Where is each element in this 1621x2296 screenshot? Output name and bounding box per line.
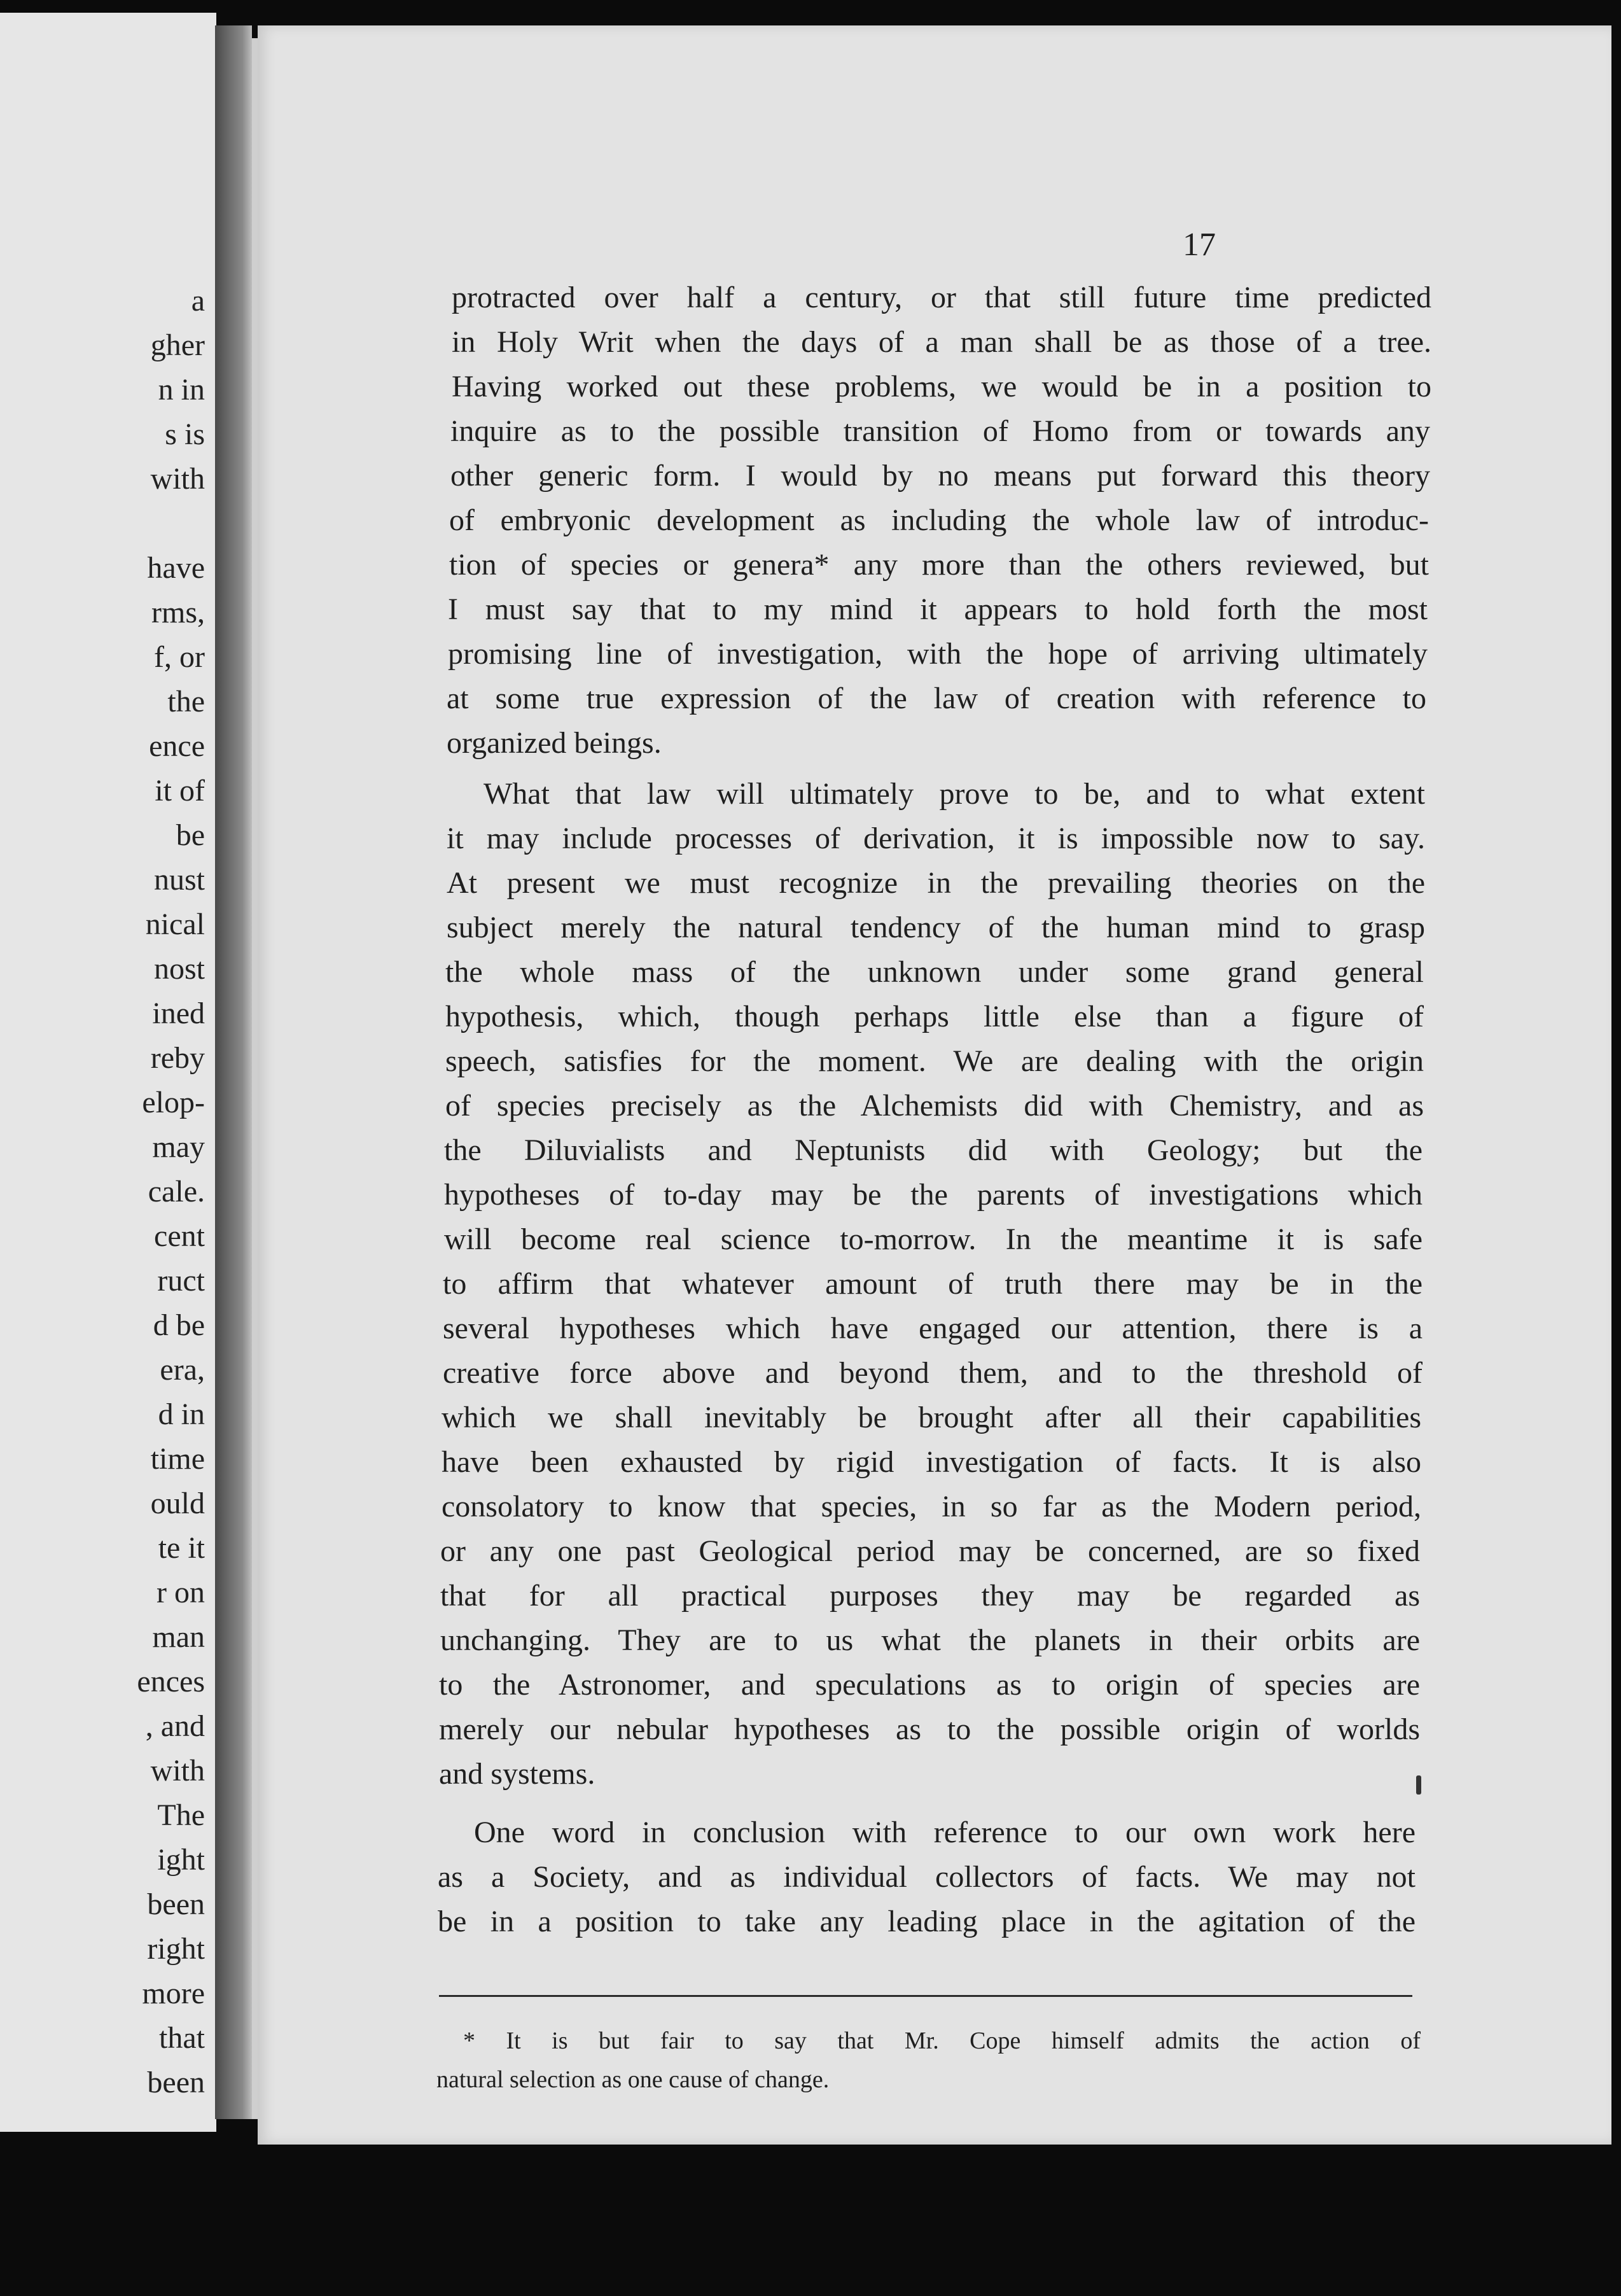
text-line: of species precisely as the Alchemists did with Chemistry, and as <box>445 1089 1424 1123</box>
page-number: 17 <box>1183 227 1216 263</box>
text-line: to affirm that whatever amount of truth there may be in the <box>443 1267 1423 1301</box>
text-line: consolatory to know that species, in so far as the Modern period, <box>442 1490 1421 1523</box>
text-line: have been exhausted by rigid investigation of facts. It is also <box>442 1445 1421 1479</box>
text-line: of embryonic development as including the whole law of introduc- <box>449 503 1429 537</box>
left-page-fragment: been <box>147 1887 205 1921</box>
left-page-fragment: s is <box>165 417 205 451</box>
text-line: speech, satisfies for the moment. We are dealing with the origin <box>445 1044 1424 1078</box>
text-line: One word in conclusion with reference to our own work here <box>474 1816 1416 1849</box>
left-page-fragment: , and <box>145 1709 205 1743</box>
left-page-fragment: gher <box>150 328 205 362</box>
left-page-fragment: ined <box>152 997 205 1030</box>
left-page-fragment: ence <box>149 729 205 763</box>
text-line: organized beings. <box>447 726 662 760</box>
left-page-fragment: the <box>167 685 205 718</box>
left-page-fragment: cent <box>154 1219 205 1253</box>
left-page-fragment: te it <box>158 1531 205 1565</box>
left-page-fragment: be <box>176 818 205 852</box>
left-page-fragment: right <box>147 1932 205 1966</box>
left-page-fragment: elop- <box>142 1086 205 1119</box>
text-line: hypothesis, which, though perhaps little else than a figure of <box>445 1000 1424 1033</box>
text-line: in Holy Writ when the days of a man shall be as those of a tree. <box>452 325 1431 359</box>
text-line: and systems. <box>439 1757 595 1791</box>
text-line: hypotheses of to-day may be the parents of investigations which <box>444 1178 1423 1212</box>
left-page-fragment: The <box>157 1798 205 1832</box>
text-line: several hypotheses which have engaged our attention, there is a <box>443 1312 1423 1345</box>
previous-page <box>0 13 216 2132</box>
left-page-fragment: nost <box>153 952 205 986</box>
left-page-fragment: r on <box>157 1576 205 1609</box>
text-line: that for all practical purposes they may be regarded as <box>440 1579 1420 1613</box>
left-page-fragment: it of <box>155 774 205 808</box>
text-line: the Diluvialists and Neptunists did with Geology; but the <box>444 1133 1423 1167</box>
text-line: it may include processes of derivation, it is impossible now to say. <box>447 822 1425 855</box>
left-page-fragment: ruct <box>157 1264 205 1298</box>
text-line: which we shall inevitably be brought after all their capabilities <box>442 1401 1421 1434</box>
left-page-fragment: d in <box>158 1397 205 1431</box>
left-page-fragment: with <box>150 1754 205 1788</box>
left-page-fragment: reby <box>150 1041 205 1075</box>
text-line: subject merely the natural tendency of the human mind to grasp <box>447 911 1425 944</box>
text-line: I must say that to my mind it appears to hold forth the most <box>448 592 1428 626</box>
text-line: Having worked out these problems, we would be in a position to <box>452 370 1431 403</box>
text-line: creative force above and beyond them, and to the threshold of <box>443 1356 1423 1390</box>
text-line: What that law will ultimately prove to be, and to what extent <box>484 777 1425 811</box>
text-line: unchanging. They are to us what the planets in their orbits are <box>440 1623 1420 1657</box>
text-line: merely our nebular hypotheses as to the possible origin of worlds <box>439 1712 1420 1746</box>
left-page-fragment: n in <box>158 373 205 407</box>
text-line: At present we must recognize in the prevailing theories on the <box>447 866 1425 900</box>
left-page-fragment: have <box>147 551 205 585</box>
text-line: at some true expression of the law of creation with reference to <box>447 682 1426 715</box>
text-line: to the Astronomer, and speculations as to origin of species are <box>439 1668 1420 1702</box>
text-line: promising line of investigation, with the hope of arriving ultimately <box>448 637 1428 671</box>
left-page-fragment: been <box>147 2066 205 2099</box>
text-line: other generic form. I would by no means put forward this theory <box>450 459 1430 493</box>
left-page-fragment: a <box>191 284 205 318</box>
left-page-fragment: ight <box>157 1843 205 1877</box>
left-page-fragment: ences <box>137 1665 205 1698</box>
left-page-fragment: time <box>150 1442 205 1476</box>
left-page-fragment: era, <box>160 1353 205 1387</box>
text-line: be in a position to take any leading place in the agitation of the <box>438 1905 1416 1938</box>
left-page-fragment: f, or <box>154 640 205 674</box>
page-gutter-shadow <box>215 25 252 2119</box>
text-line: the whole mass of the unknown under some grand general <box>445 955 1424 989</box>
text-line: inquire as to the possible transition of Homo from or towards any <box>450 414 1430 448</box>
text-line: tion of species or genera* any more than the others reviewed, but <box>449 548 1429 582</box>
text-line: protracted over half a century, or that still future time predicted <box>452 281 1431 314</box>
left-page-fragment: rms, <box>151 596 205 629</box>
left-page-fragment: nust <box>153 863 205 897</box>
text-line: will become real science to-morrow. In the meantime it is safe <box>444 1222 1423 1256</box>
left-page-fragment: that <box>159 2021 205 2055</box>
footnote-line: natural selection as one cause of change. <box>436 2066 830 2093</box>
footnote-line: * It is but fair to say that Mr. Cope himself admits the action of <box>463 2027 1421 2054</box>
left-page-fragment: d be <box>153 1308 205 1342</box>
text-line: as a Society, and as individual collectors of facts. We may not <box>438 1860 1416 1894</box>
left-page-fragment: nical <box>145 907 205 941</box>
footnote-rule <box>439 1995 1412 1997</box>
left-page-fragment: cale. <box>148 1175 205 1208</box>
left-page-fragment: ould <box>150 1487 205 1520</box>
left-page-fragment: may <box>152 1130 205 1164</box>
text-line: or any one past Geological period may be concerned, are so fixed <box>440 1534 1420 1568</box>
left-page-fragment: with <box>150 462 205 496</box>
ink-mark <box>1416 1775 1421 1795</box>
left-page-fragment: more <box>142 1977 205 2010</box>
left-page-fragment: man <box>152 1620 205 1654</box>
